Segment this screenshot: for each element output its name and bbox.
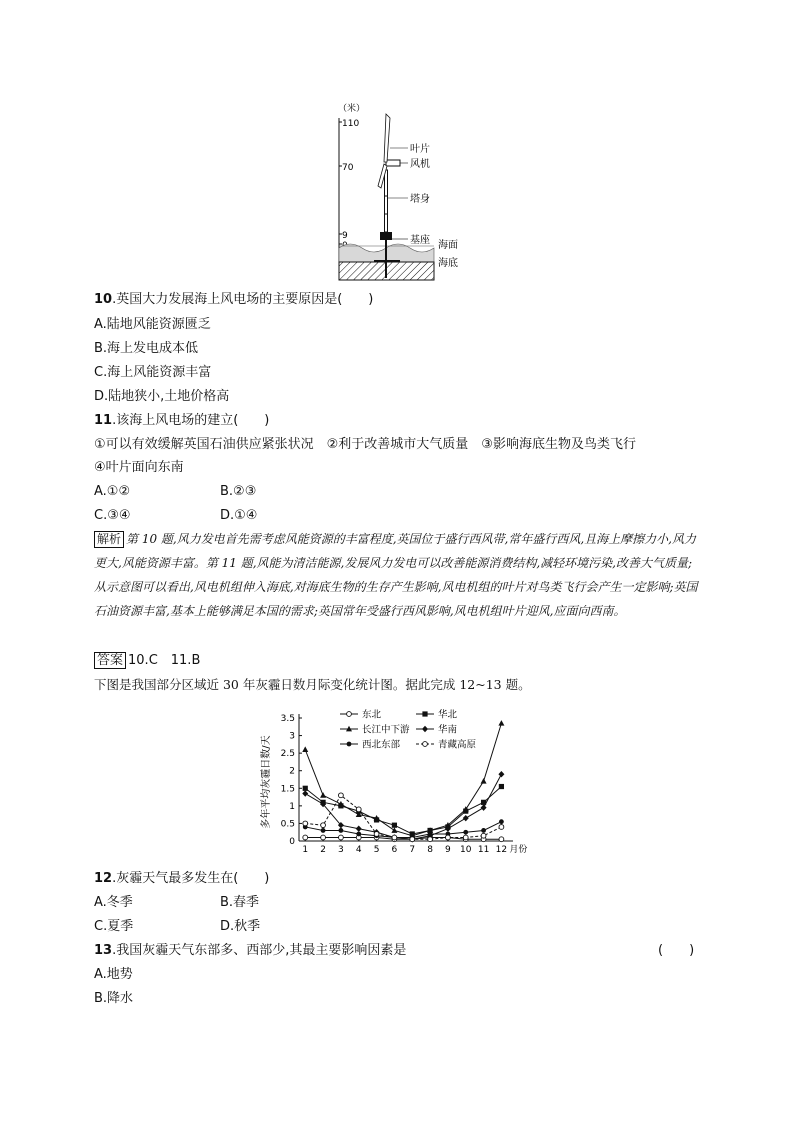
legend-label: 东北 (362, 709, 382, 721)
data-point (347, 742, 352, 747)
label-sea-surface: 海面 (438, 240, 458, 251)
y-tick-label: 0.5 (280, 819, 295, 830)
statements-line-1: ①可以有效缓解英国石油供应紧张状况 ②利于改善城市大气质量 ③影响海底生物及鸟类飞行 (94, 437, 636, 452)
question-number: 12 (94, 871, 113, 886)
series-2 (303, 784, 504, 837)
x-tick-label: 9 (445, 845, 451, 855)
data-point (481, 833, 486, 838)
y-axis-label: 多年平均灰霾日数/天 (261, 735, 272, 829)
y-tick-label: 0 (289, 837, 295, 847)
legend-label: 青藏高原 (438, 739, 477, 751)
wind-turbine-diagram (330, 98, 470, 284)
x-tick-label: 11 (477, 845, 490, 855)
option-b[interactable]: B.海上发电成本低 (94, 341, 199, 356)
data-point (481, 778, 487, 784)
data-point (339, 828, 344, 833)
question-11 (94, 412, 269, 430)
y-tick-label: 1 (289, 801, 295, 812)
tick-70: 70 (342, 163, 354, 173)
data-point (499, 819, 504, 824)
x-tick-label: 12 (495, 845, 508, 855)
data-point (321, 835, 326, 840)
option-d[interactable]: D.秋季 (220, 919, 261, 934)
question-stem: .我国灰霾天气东部多、西部少,其最主要影响因素是 (112, 943, 407, 958)
question-number: 10 (94, 292, 113, 307)
data-point (410, 837, 415, 842)
x-tick-label: 10 (460, 845, 472, 855)
label-generator: 风机 (410, 159, 430, 170)
explanation-text: 第 10 题,风力发电首先需考虑风能资源的丰富程度,英国位于盛行西风带,常年盛行西风,且海上摩擦力小,风力更大,风能资源丰富。第 11 题,风能为清洁能源,发展风力发电可以改善能源消费结构,减轻环境污染,改善大气质量;从示意图可以看出,风电机组伸入海底,对海底生物的生存产生影响,风电机组的叶片对鸟类飞行会产生一定影响;英国石油资源丰富,基本上能够满足本国的需求;英国常年受盛行西风影响,风电机组叶片迎风,应面向西南。 (94, 532, 698, 618)
question-number: 13 (94, 943, 113, 958)
question-10 (94, 291, 373, 309)
data-point (302, 746, 308, 752)
explanation-tag: 解析 (94, 531, 124, 548)
option-c[interactable]: C.③④ (94, 508, 131, 523)
question-stem: .该海上风电场的建立( ) (112, 413, 270, 428)
legend-label: 长江中下游 (362, 724, 410, 736)
x-tick-label: 6 (391, 845, 398, 855)
label-tower: 塔身 (410, 194, 430, 205)
x-tick-label: 5 (373, 845, 380, 855)
option-c[interactable]: C.海上风能资源丰富 (94, 365, 212, 380)
question-number: 11 (94, 413, 113, 428)
x-tick-label: 1 (302, 845, 309, 855)
data-point (428, 837, 433, 842)
y-tick-label: 3.5 (280, 714, 295, 724)
data-point (321, 823, 326, 828)
option-b[interactable]: B.降水 (94, 991, 134, 1006)
series-3 (302, 720, 504, 838)
x-axis-label: 月份 (509, 845, 528, 855)
answer-paren: ( ) (658, 943, 695, 958)
label-base: 基座 (410, 235, 430, 246)
y-tick-label: 3 (289, 731, 295, 742)
tick-110: 110 (342, 119, 360, 129)
data-point (428, 832, 433, 837)
y-tick-label: 1.5 (280, 784, 295, 795)
data-point (499, 825, 504, 830)
option-a[interactable]: A.陆地风能资源匮乏 (94, 317, 211, 332)
answer-text: 10.C 11.B (128, 653, 201, 668)
option-a[interactable]: A.①② (94, 484, 131, 499)
question-stem: .灰霾天气最多发生在( ) (112, 871, 270, 886)
data-point (498, 771, 504, 777)
data-point (499, 837, 504, 842)
y-tick-label: 2 (289, 766, 295, 777)
legend-label: 华南 (438, 724, 458, 736)
tower (385, 170, 388, 232)
data-point (463, 830, 468, 835)
option-a[interactable]: A.冬季 (94, 895, 133, 910)
data-point (302, 790, 308, 796)
generator-nacelle (386, 160, 400, 166)
question-12 (94, 870, 269, 888)
haze-days-chart (258, 700, 548, 862)
option-c[interactable]: C.夏季 (94, 919, 134, 934)
x-tick-label: 3 (338, 845, 344, 855)
data-point (339, 835, 344, 840)
answer (94, 652, 200, 670)
data-point (374, 832, 379, 837)
option-b[interactable]: B.②③ (220, 484, 257, 499)
data-point (303, 835, 308, 840)
legend-label: 华北 (438, 709, 458, 721)
label-blade: 叶片 (410, 144, 430, 155)
height-unit: （米） (338, 104, 366, 114)
data-point (392, 835, 397, 840)
series-line (305, 787, 501, 834)
data-point (422, 726, 428, 732)
data-point (423, 742, 428, 747)
option-b[interactable]: B.春季 (220, 895, 260, 910)
question-stem: .英国大力发展海上风电场的主要原因是( ) (112, 292, 374, 307)
turbine-base (380, 232, 392, 240)
x-tick-label: 7 (409, 845, 416, 855)
data-point (422, 711, 427, 716)
label-seabed: 海底 (438, 258, 458, 269)
data-point (339, 793, 344, 798)
option-d[interactable]: D.①④ (220, 508, 258, 523)
x-tick-label: 2 (320, 845, 326, 855)
data-point (320, 792, 326, 798)
data-point (391, 827, 397, 833)
x-tick-label: 8 (427, 845, 433, 855)
data-point (356, 832, 361, 837)
question-13 (94, 942, 406, 960)
tick-9: 9 (342, 231, 348, 241)
data-point (446, 835, 451, 840)
data-point (303, 821, 308, 826)
data-point (356, 826, 362, 832)
data-point (303, 786, 308, 791)
option-a[interactable]: A.地势 (94, 967, 133, 982)
chart-intro: 下图是我国部分区域近 30 年灰霾日数月际变化统计图。据此完成 12~13 题。 (94, 677, 531, 692)
answer-tag: 答案 (94, 652, 126, 669)
data-point (498, 720, 504, 726)
data-point (392, 823, 397, 828)
data-point (347, 712, 352, 717)
data-point (321, 828, 326, 833)
statements-line-2: ④叶片面向东南 (94, 460, 184, 475)
data-point (463, 815, 469, 821)
legend-label: 西北东部 (362, 739, 401, 751)
x-tick-label: 4 (355, 845, 362, 855)
data-point (463, 835, 468, 840)
blade-top (384, 114, 390, 162)
data-point (481, 828, 486, 833)
data-point (481, 804, 487, 810)
option-d[interactable]: D.陆地狭小,土地价格高 (94, 389, 230, 404)
data-point (356, 807, 361, 812)
explanation (94, 527, 700, 623)
y-tick-label: 2.5 (280, 749, 295, 760)
data-point (499, 784, 504, 789)
